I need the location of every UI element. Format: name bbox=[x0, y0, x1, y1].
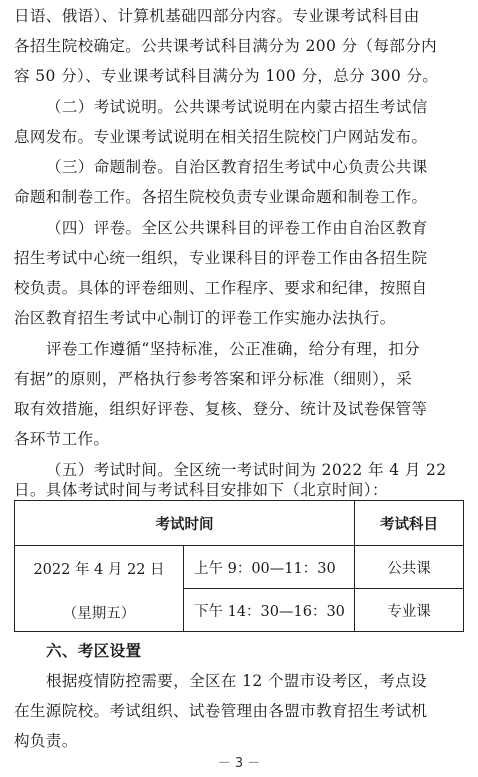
text-line: 息网发布。专业课考试说明在相关招生院校门户网站发布。 bbox=[14, 128, 428, 146]
exam-time-afternoon: 下午 14：30—16：30 bbox=[184, 589, 355, 632]
text-line: 命题和制卷工作。各招生院校负责专业课命题和制卷工作。 bbox=[14, 188, 428, 206]
text-line: 在生源院校。考试组织、试卷管理由各盟市教育招生考试机 bbox=[14, 702, 428, 720]
text-line: （三）命题制卷。自治区教育招生考试中心负责公共课 bbox=[46, 158, 428, 176]
exam-schedule-table bbox=[14, 500, 464, 632]
text-line: 容 50 分）、专业课考试科目满分为 100 分，总分 300 分。 bbox=[14, 67, 439, 85]
table-header-row bbox=[15, 501, 464, 546]
text-line: 评卷工作遵循“坚持标准，公正准确，给分有理，扣分 bbox=[46, 340, 421, 358]
text-line: 有据”的原则，严格执行参考答案和评分标准（细则），采 bbox=[14, 370, 413, 388]
text-line: （四）评卷。全区公共课科目的评卷工作由自治区教育 bbox=[46, 219, 428, 237]
text-line: 根据疫情防控需要，全区在 12 个盟市设考区，考点设 bbox=[46, 672, 427, 690]
exam-weekday: （星期五） bbox=[62, 606, 136, 622]
text-line: 治区教育招生考试中心制订的评卷工作实施办法执行。 bbox=[14, 309, 396, 327]
page-number: － 3 － bbox=[217, 756, 261, 771]
text-line: 校负责。具体的评卷细则、工作程序、要求和纪律，按照自 bbox=[14, 279, 428, 297]
table-row bbox=[15, 546, 464, 589]
exam-time-morning: 上午 9：00—11：30 bbox=[184, 546, 355, 589]
exam-subject-public: 公共课 bbox=[355, 546, 464, 589]
header-exam-subject: 考试科目 bbox=[355, 501, 464, 546]
section-heading: 六、考区设置 bbox=[46, 642, 142, 660]
text-line: 日。具体考试时间与考试科目安排如下（北京时间）： bbox=[14, 481, 388, 499]
text-line: （五）考试时间。全区统一考试时间为 2022 年 4 月 22 bbox=[46, 461, 447, 479]
header-exam-time: 考试时间 bbox=[15, 501, 355, 546]
text-line: 取有效措施，组织好评卷、复核、登分、统计及试卷保管等 bbox=[14, 400, 428, 418]
text-line: 各招生院校确定。公共课考试科目满分为 200 分（每部分内 bbox=[14, 37, 438, 55]
text-line: （二）考试说明。公共课考试说明在内蒙古招生考试信 bbox=[46, 98, 428, 116]
exam-date: 2022 年 4 月 22 日 bbox=[33, 562, 165, 578]
text-line: 各环节工作。 bbox=[14, 430, 110, 448]
text-line: 招生考试中心统一组织，专业课科目的评卷工作由各招生院 bbox=[14, 249, 428, 267]
exam-date-cell bbox=[15, 546, 184, 632]
text-line: 构负责。 bbox=[14, 732, 78, 750]
exam-subject-major: 专业课 bbox=[355, 589, 464, 632]
text-line: 日语、俄语）、计算机基础四部分内容。专业课考试科目由 bbox=[14, 7, 420, 25]
